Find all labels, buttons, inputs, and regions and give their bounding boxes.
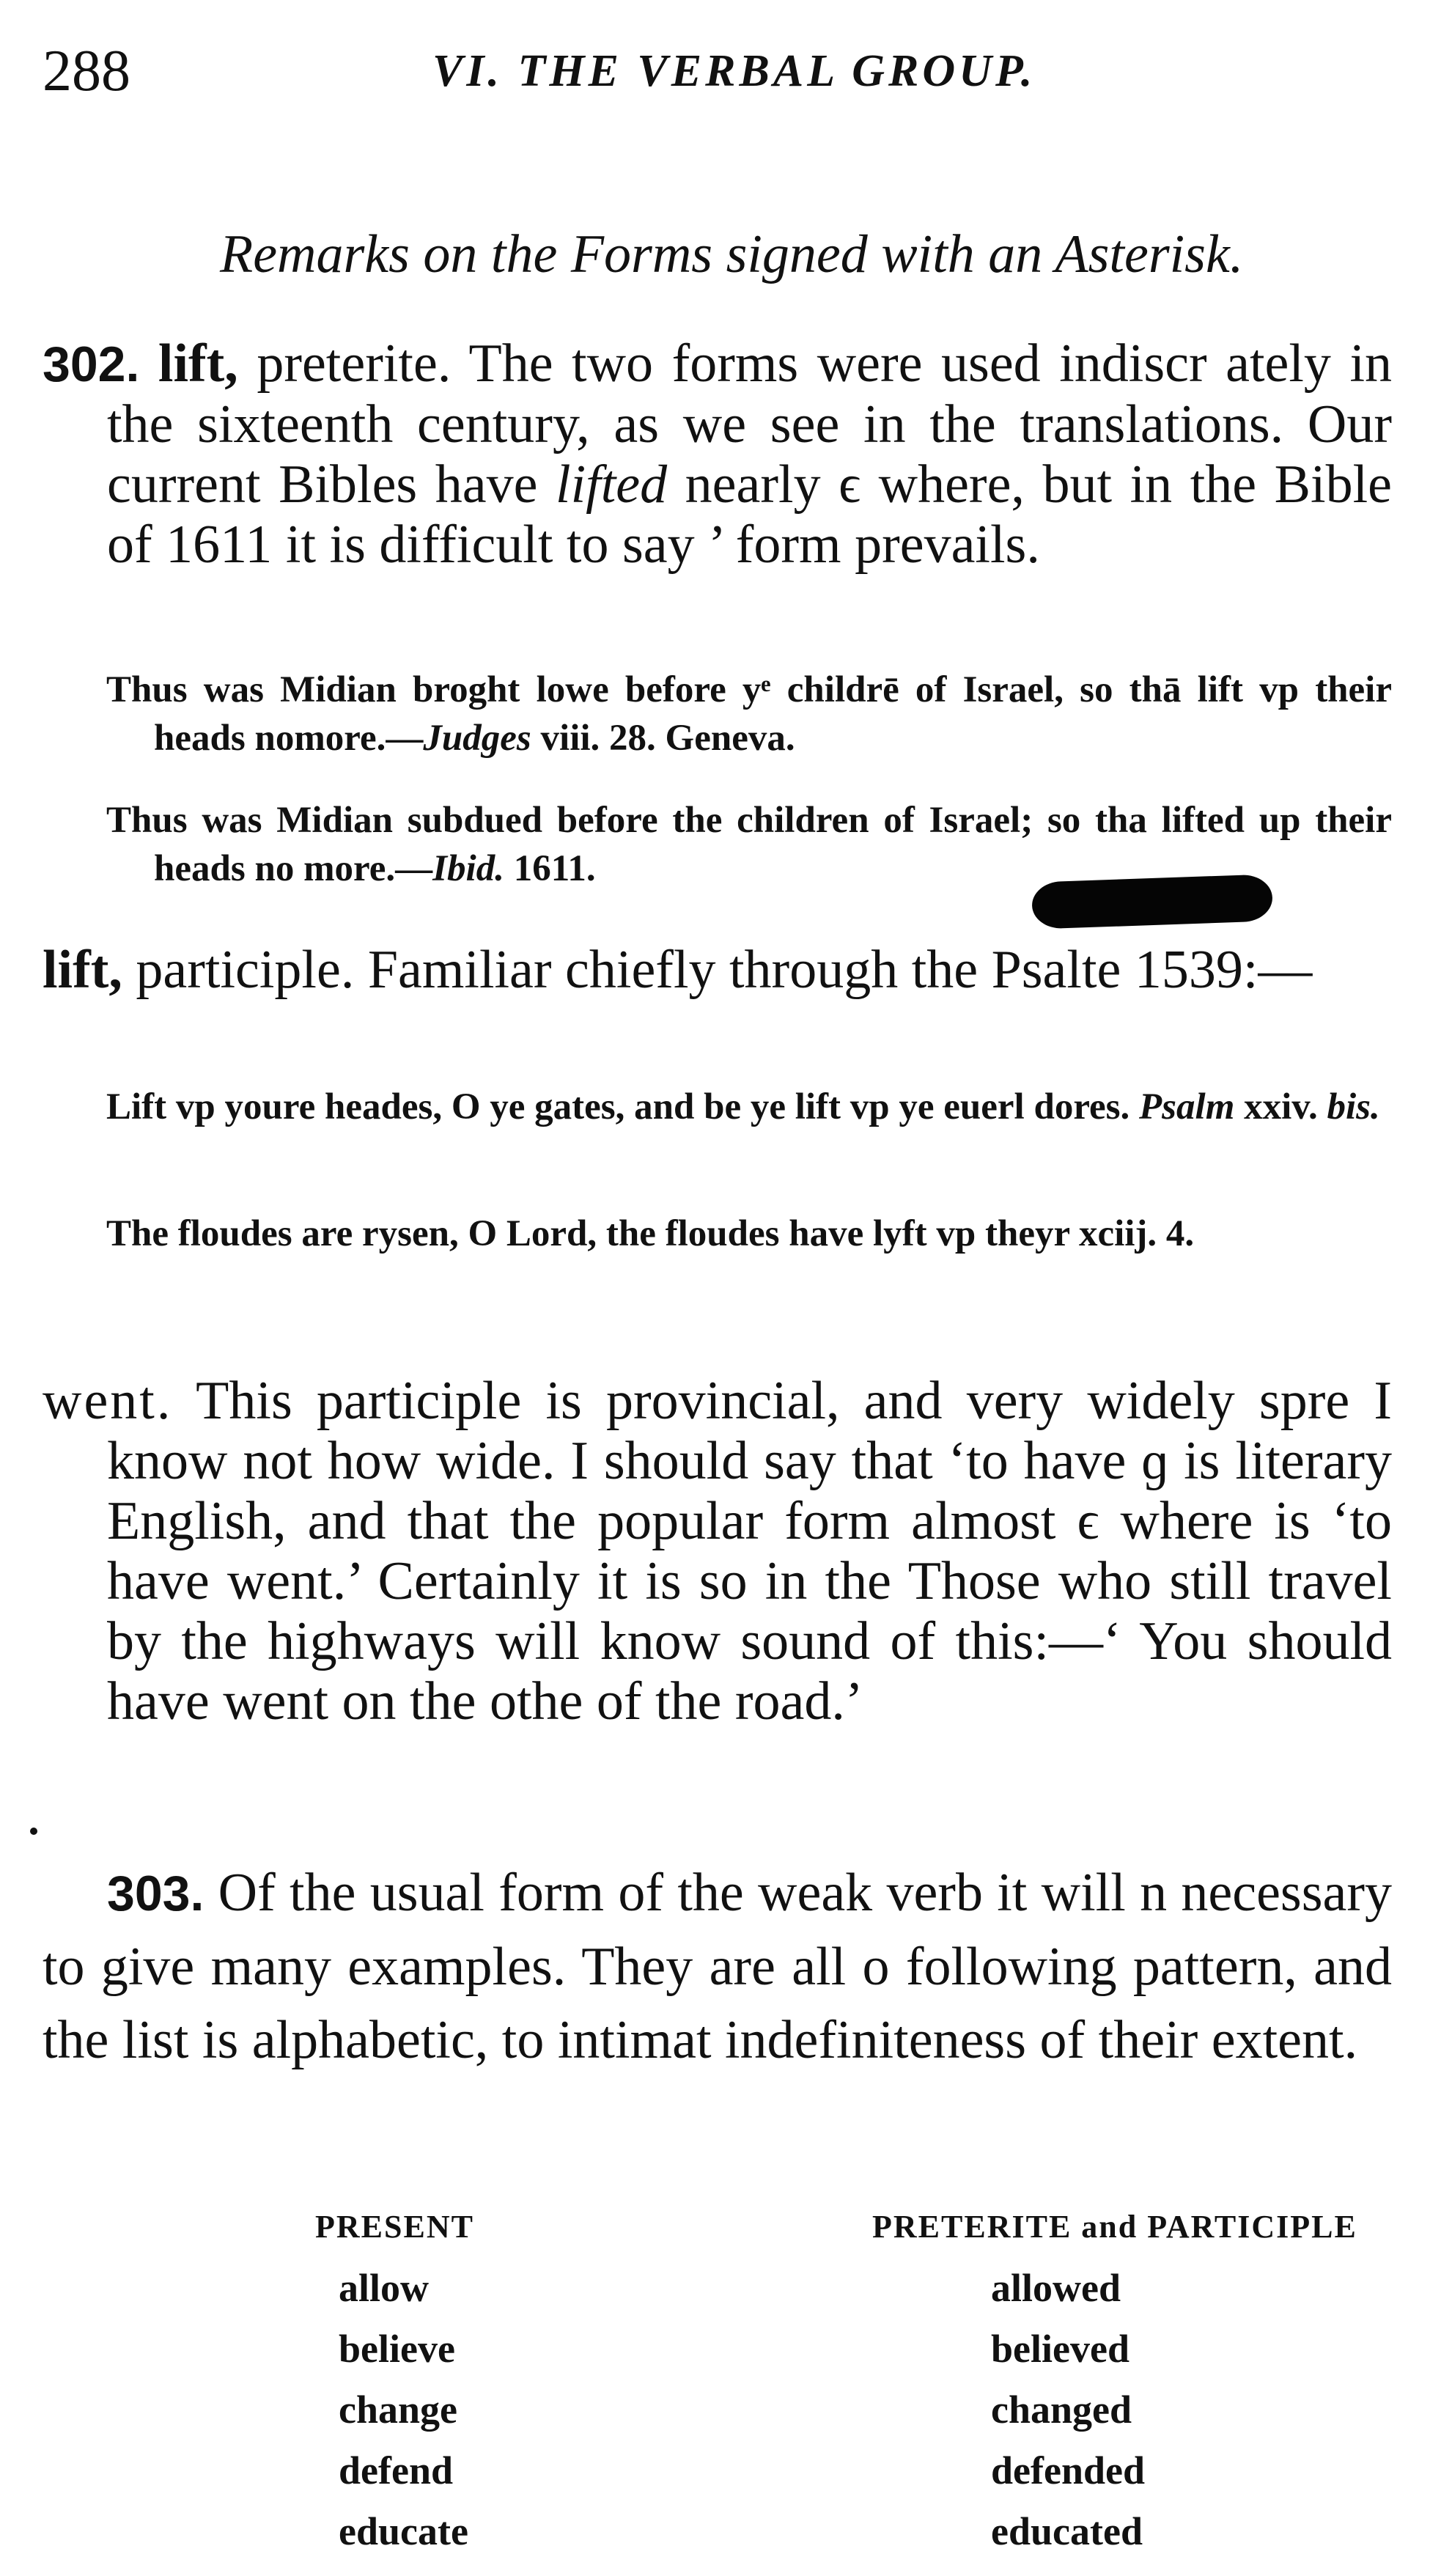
paragraph-number: 302. bbox=[43, 336, 140, 392]
paragraph-303 bbox=[43, 1856, 1392, 2077]
quotation-reference: viii. 28. Geneva. bbox=[531, 718, 795, 759]
paragraph-text: Of the usual form of the weak verb it will n necessary to give many examples. They are all o following pattern, and the list is alphabetic, to intimat indefiniteness of their extent. bbox=[43, 1863, 1392, 2070]
headword: lift, bbox=[158, 334, 238, 394]
paragraph-302 bbox=[43, 334, 1392, 575]
paragraph-went bbox=[43, 1371, 1392, 1732]
quotation-psalm-xxiv bbox=[106, 1083, 1392, 1131]
table-cell-preterite: changed bbox=[991, 2388, 1132, 2432]
headword: lift, bbox=[43, 940, 122, 1000]
table-cell-present: defend bbox=[339, 2448, 454, 2492]
table-cell-present: educate bbox=[339, 2509, 468, 2553]
quotation-reference: xxiv. bbox=[1234, 1086, 1327, 1127]
ink-blot bbox=[1031, 874, 1273, 929]
quotation-text: Thus was Midian subdued before the children of Israel; so tha lifted up their heads no more.— bbox=[106, 800, 1392, 889]
table-cell-preterite: believed bbox=[991, 2327, 1129, 2371]
paragraph-text: preterite. The two forms were used indiscr ately in the sixteenth century, as we see in the translations. Our current Bibles have bbox=[107, 334, 1393, 515]
table-cell-preterite: defended bbox=[991, 2448, 1146, 2492]
table-cell-preterite: allowed bbox=[991, 2266, 1121, 2310]
table-header-present: PRESENT bbox=[315, 2209, 474, 2245]
table-cell-present: change bbox=[339, 2388, 457, 2432]
paragraph-number: 303. bbox=[107, 1866, 204, 1921]
paragraph-text: participle. Familiar chiefly through the Psalte 1539:— bbox=[122, 940, 1313, 1000]
paragraph-lift-participle bbox=[43, 940, 1392, 1000]
page-number: 288 bbox=[43, 39, 130, 103]
table-cell-preterite: educated bbox=[991, 2509, 1143, 2553]
running-title: VI. THE VERBAL GROUP. bbox=[432, 46, 1036, 96]
section-title: Remarks on the Forms signed with an Asterisk. bbox=[220, 224, 1244, 284]
italic-term: lifted bbox=[556, 455, 668, 515]
quotation-text: The floudes are rysen, O Lord, the floudes have lyft vp theyr xciij. 4. bbox=[106, 1213, 1195, 1254]
quotation-source: Psalm bbox=[1139, 1086, 1235, 1127]
paragraph-text: nearly ϵ where, but in the Bible of 1611 it is difficult to say ’ form prevails. bbox=[107, 455, 1393, 575]
quotation-psalm-xciij bbox=[106, 1210, 1392, 1258]
table-cell-present: believe bbox=[339, 2327, 455, 2371]
quotation-source: bis. bbox=[1327, 1086, 1380, 1127]
quotation-text: Thus was Midian broght lowe before yᵉ childrē of Israel, so thā lift vp their heads nomore.— bbox=[106, 669, 1392, 759]
quotation-reference: 1611. bbox=[504, 848, 596, 889]
table-header-preterite: PRETERITE and PARTICIPLE bbox=[872, 2209, 1357, 2245]
paragraph-text: This participle is provincial, and very widely spre I know not how wide. I should say that ‘to have ɡ is literary English, and that the popular form almost ϵ where is ‘to have went.’ Certainly it is so in the Those who still travel by the highways will know sound of this:—‘ You should have went on the othe of the road.’ bbox=[107, 1371, 1392, 1732]
quotation-source: Judges bbox=[423, 718, 531, 759]
quotation-text: Lift vp youre heades, O ye gates, and be ye lift vp ye euerl dores. bbox=[106, 1086, 1140, 1127]
quotation-source: Ibid. bbox=[432, 848, 504, 889]
headword: went. bbox=[43, 1371, 173, 1431]
quotation-judges bbox=[106, 666, 1392, 762]
stray-mark bbox=[30, 1828, 37, 1835]
table-cell-present: allow bbox=[339, 2266, 430, 2310]
